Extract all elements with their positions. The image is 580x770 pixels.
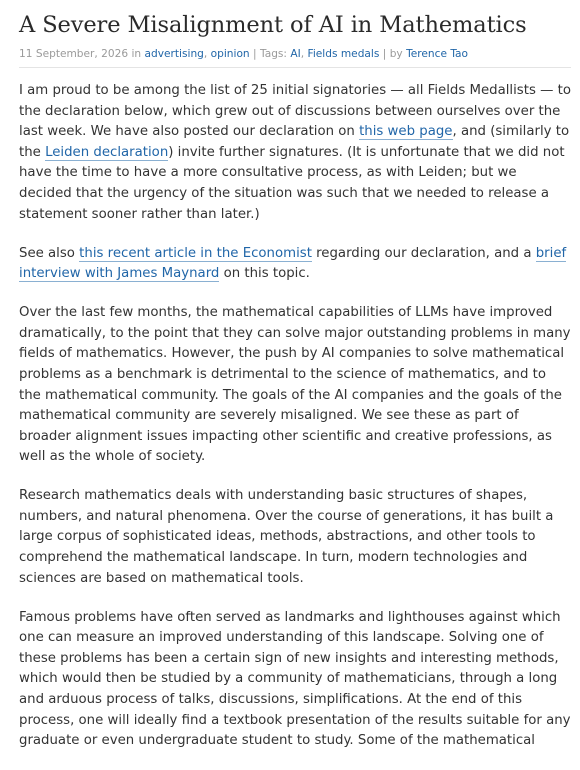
category-link-opinion[interactable]: opinion [210, 48, 250, 60]
in-label: in [131, 48, 142, 60]
tags-label: Tags: [259, 48, 288, 60]
paragraph-text: regarding our declaration, and a [311, 245, 536, 261]
category-separator: , [203, 48, 208, 60]
web-page-link[interactable]: this web page [359, 124, 453, 140]
paragraph-research-mathematics: Research mathematics deals with understanding basic structures of shapes, numbers, and natural phenomena. Over the course of generations, it has built a large corpus of sophisticated ideas, methods, abstractions, and other tools to comprehend the mathematical landscape. In turn, modern technologies and sciences are based on mathematical tools. [19, 488, 554, 586]
paragraph-text: , and (similarly to the [19, 124, 570, 160]
tag-link-ai[interactable]: AI [290, 48, 301, 60]
by-label: by [389, 48, 403, 60]
category-link-advertising[interactable]: advertising [144, 48, 204, 60]
tag-link-fields-medals[interactable]: Fields medals [307, 48, 380, 60]
paragraph-see-also [19, 244, 571, 285]
paragraph-text: See also [19, 245, 80, 261]
paragraph-text: I am proud to be among the list of 25 initial signatories — all Fields Medallists — to the declaration below, which grew out of discussions between ourselves over the last week. We have also posted our declaration on [19, 83, 571, 140]
paragraph-llm-capabilities: Over the last few months, the mathematical capabilities of LLMs have improved dramatically, to the point that they can solve major outstanding problems in many fields of mathematics. However, the push by AI companies to solve mathematical problems as a benchmark is detrimental to the science of mathematics, and to the mathematical community. The goals of the AI companies and the goals of the mathematical community are severely misaligned. We see these as part of broader alignment issues impacting other scientific and creative professions, as well as the whole of society. [19, 305, 571, 465]
meta-divider: | [382, 48, 387, 60]
paragraph-text: on this topic. [219, 266, 310, 282]
post-body [19, 81, 571, 752]
economist-article-link[interactable]: this recent article in the Economist [79, 245, 312, 261]
meta-divider: | [253, 48, 257, 60]
tag-separator: , [300, 48, 305, 60]
post-meta [19, 46, 571, 68]
author-link[interactable]: Terence Tao [406, 48, 469, 60]
post-date: 11 September, 2026 [19, 48, 129, 60]
maynard-interview-link[interactable]: brief interview with James Maynard [19, 245, 567, 282]
paragraph-intro [19, 81, 571, 225]
post-title: A Severe Misalignment of AI in Mathematics [19, 12, 527, 38]
paragraph-famous-problems: Famous problems have often served as landmarks and lighthouses against which one can measure an improved understanding of this landscape. Solving one of these problems has been a certain sign of new insights and interesting methods, which would then be studied by a community of mathematicians, through a long and arduous process of talks, discussions, simplifications. At the end of this process, one will ideally find a textbook presentation of the results suitable for any graduate or even undergraduate student to study. Some of the mathematical [19, 609, 571, 749]
leiden-declaration-link[interactable]: Leiden declaration [45, 144, 169, 160]
paragraph-text: ) invite further signatures. (It is unfortunate that we did not have the time to have a more consultative process, as with Leiden; but we decided that the urgency of the situation was such that we needed to release a statement sooner rather than later.) [19, 144, 565, 222]
blog-post [19, 9, 571, 770]
